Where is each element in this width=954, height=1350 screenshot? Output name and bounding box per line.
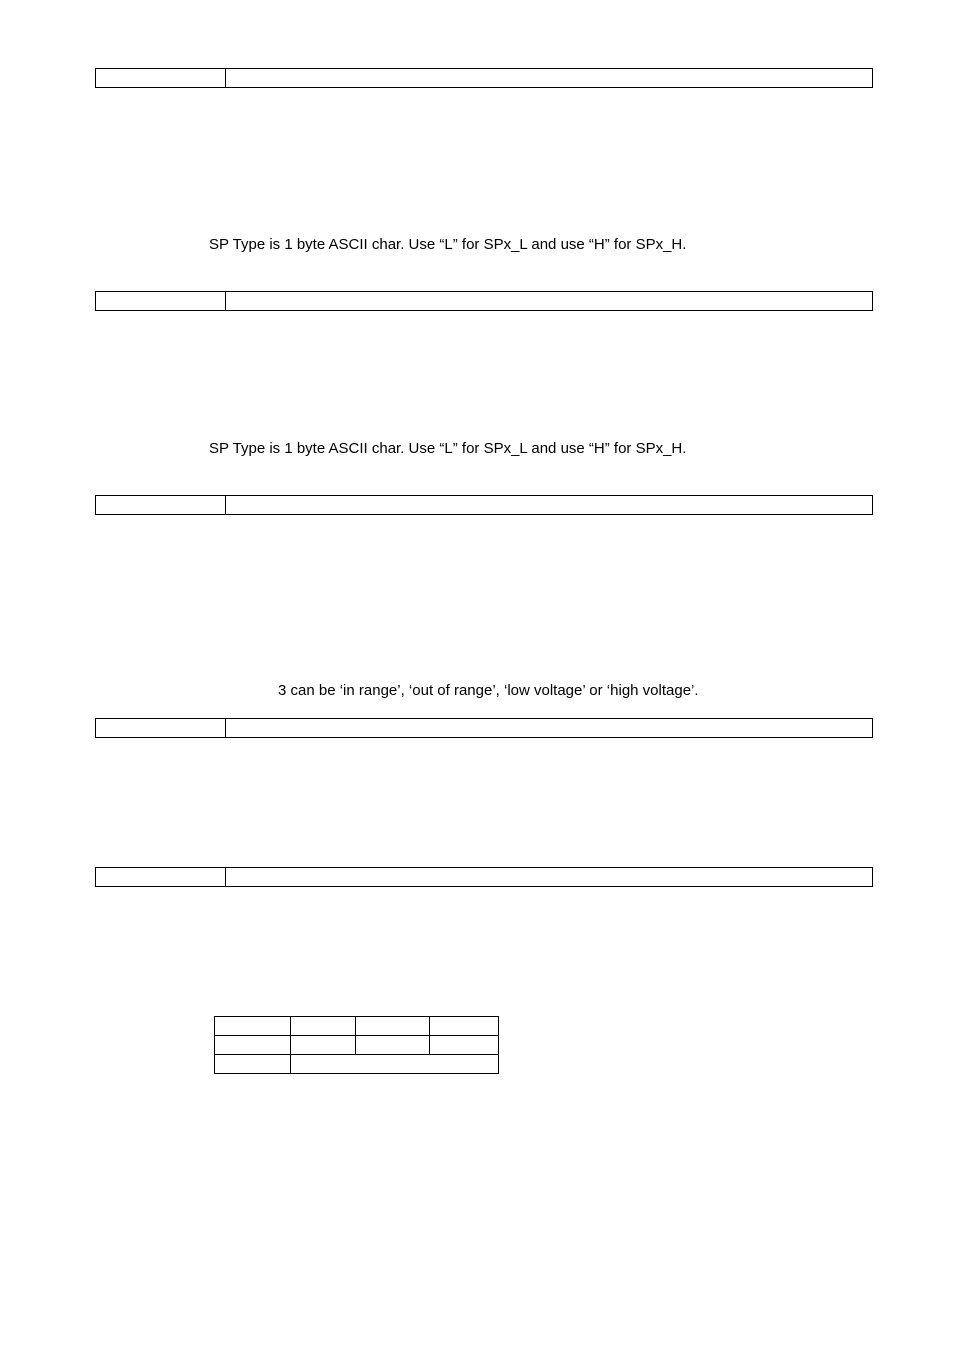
command-bar-2 bbox=[95, 291, 873, 311]
command-bar-1 bbox=[95, 68, 873, 88]
table-cell bbox=[215, 1017, 291, 1036]
command-bar-label bbox=[96, 292, 226, 310]
table-row bbox=[215, 1017, 499, 1036]
command-bar-label bbox=[96, 496, 226, 514]
table-cell bbox=[291, 1055, 499, 1074]
command-bar-label bbox=[96, 868, 226, 886]
sp-type-note: SP Type is 1 byte ASCII char. Use “L” for SPx_L and use “H” for SPx_H. bbox=[209, 440, 687, 457]
command-bar-value bbox=[226, 292, 872, 310]
table-cell bbox=[291, 1017, 356, 1036]
command-bar-5 bbox=[95, 867, 873, 887]
command-bar-value bbox=[226, 69, 872, 87]
table-cell bbox=[356, 1036, 430, 1055]
table-row bbox=[215, 1036, 499, 1055]
table-cell bbox=[430, 1017, 499, 1036]
table-cell bbox=[291, 1036, 356, 1055]
table-cell bbox=[215, 1036, 291, 1055]
command-bar-value bbox=[226, 496, 872, 514]
command-bar-value bbox=[226, 868, 872, 886]
table-cell bbox=[430, 1036, 499, 1055]
command-bar-4 bbox=[95, 718, 873, 738]
sp-type-note: SP Type is 1 byte ASCII char. Use “L” for SPx_L and use “H” for SPx_H. bbox=[209, 236, 687, 253]
range-note: 3 can be ‘in range’, ‘out of range’, ‘low voltage’ or ‘high voltage’. bbox=[278, 682, 699, 699]
command-bar-label bbox=[96, 719, 226, 737]
table-row bbox=[215, 1055, 499, 1074]
command-bar-value bbox=[226, 719, 872, 737]
command-bar-3 bbox=[95, 495, 873, 515]
table-cell bbox=[215, 1055, 291, 1074]
command-bar-label bbox=[96, 69, 226, 87]
response-format-table bbox=[214, 1016, 499, 1074]
table-cell bbox=[356, 1017, 430, 1036]
